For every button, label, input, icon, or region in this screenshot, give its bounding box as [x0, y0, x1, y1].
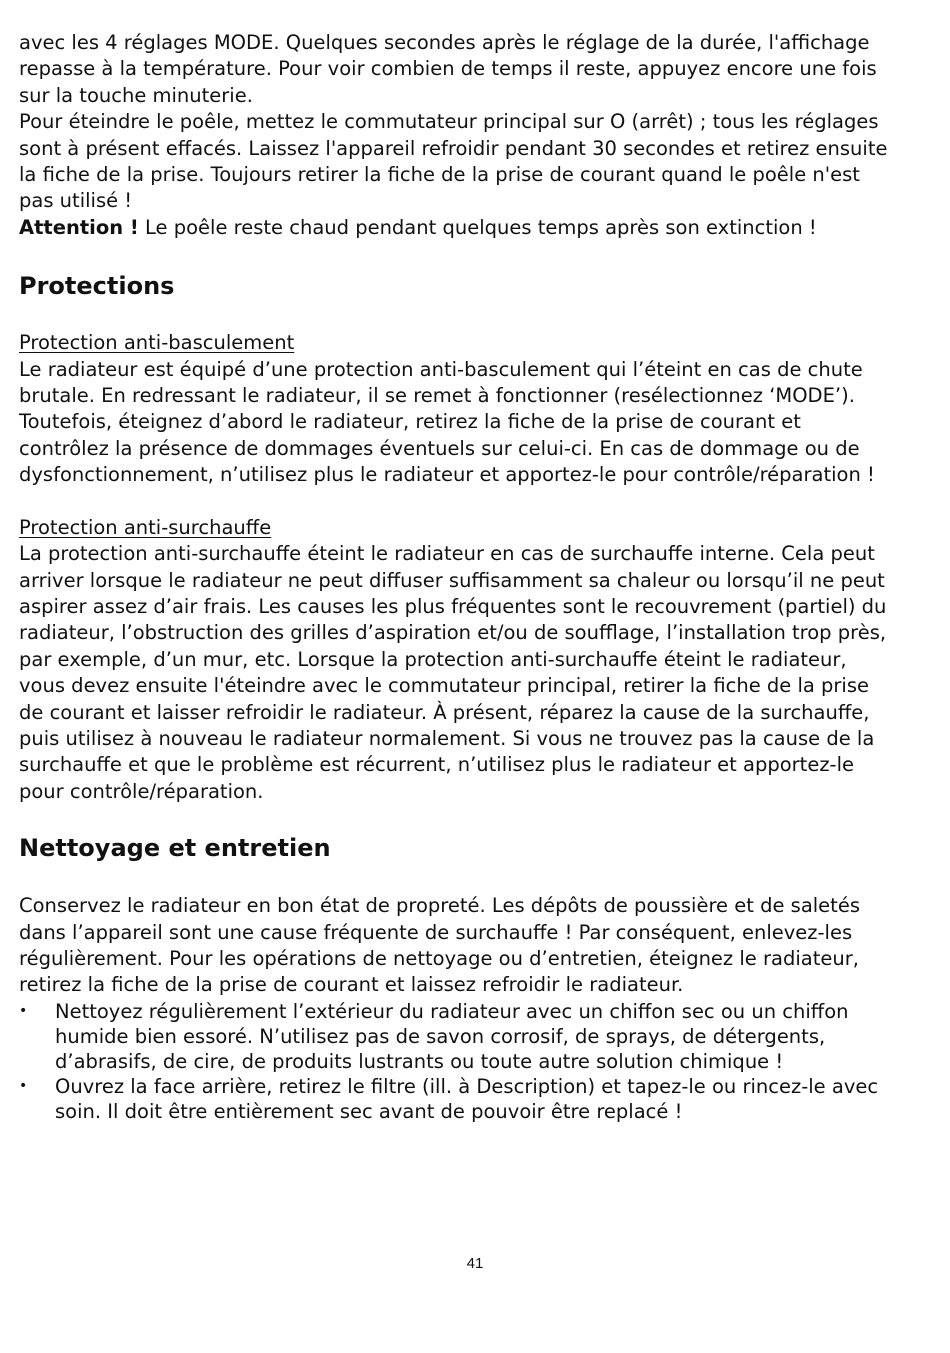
tilt-protection-text: Le radiateur est équipé d’une protection anti-basculement qui l’éteint en cas de chute brutale. En redressant le radiateur, il se remet à fonctionner (resélectionnez ‘MODE’). Toutefois, éteignez d’abord le radiateur, retirez la fiche de la prise de courant et contrôlez la présence de dommages éventuels sur celui-ci. En cas de dommage ou de dysfonctionnement, n’utilisez plus le radiateur et apportez-le pour contrôle/réparation !	[19, 357, 875, 487]
attention-paragraph	[19, 215, 891, 241]
attention-label: Attention !	[19, 215, 139, 239]
bullet-icon: •	[19, 1077, 28, 1094]
section-heading-protections: Protections	[19, 272, 175, 301]
list-item	[19, 1074, 891, 1124]
document-page	[19, 30, 891, 1124]
cleaning-bullet-list	[19, 999, 891, 1124]
subheading-tilt-protection: Protection anti-basculement	[19, 331, 295, 355]
attention-text: Le poêle reste chaud pendant quelques temps après son extinction !	[138, 215, 817, 239]
list-item	[19, 999, 891, 1074]
list-item-text: Nettoyez régulièrement l’extérieur du radiateur avec un chiffon sec ou un chiffon humide bien essoré. N’utilisez pas de savon corrosif, de sprays, de détergents, d’abrasifs, de cire, de produits lustrants ou toute autre solution chimique !	[55, 999, 849, 1073]
intro-paragraph-shutdown: Pour éteindre le poêle, mettez le commutateur principal sur O (arrêt) ; tous les réglages sont à présent effacés. Laissez l'appareil refroidir pendant 30 secondes et retirez ensuite la fiche de la prise. Toujours retirer la fiche de la prise de courant quand le poêle n'est pas utilisé !	[19, 110, 888, 213]
cleaning-text: Conservez le radiateur en bon état de propreté. Les dépôts de poussière et de saletés dans l’appareil sont une cause fréquente de surchauffe ! Par conséquent, enlevez-les régulièrement. Pour les opérations de nettoyage ou d’entretien, éteignez le radiateur, retirez la fiche de la prise de courant et laissez refroidir le radiateur.	[19, 894, 860, 997]
intro-paragraph-timer: avec les 4 réglages MODE. Quelques secondes après le réglage de la durée, l'affichage repasse à la température. Pour voir combien de temps il reste, appuyez encore une fois sur la touche minuterie.	[19, 31, 877, 107]
page-number: 41	[466, 1255, 484, 1272]
list-item-text: Ouvrez la face arrière, retirez le filtre (ill. à Description) et tapez-le ou rincez-le avec soin. Il doit être entièrement sec avant de pouvoir être replacé !	[55, 1074, 879, 1123]
overheat-protection-text: La protection anti-surchauffe éteint le radiateur en cas de surchauffe interne. Cela peut arriver lorsque le radiateur ne peut diffuser suffisamment sa chaleur ou lorsqu’il ne peut aspirer assez d’air frais. Les causes les plus fréquentes sont le recouvrement (partiel) du radiateur, l’obstruction des grilles d’aspiration et/ou de soufflage, l’installation trop près, par exemple, d’un mur, etc. Lorsque la protection anti-surchauffe éteint le radiateur, vous devez ensuite l'éteindre avec le commutateur principal, retirer la fiche de la prise de courant et laisser refroidir le radiateur. À présent, réparez la cause de la surchauffe, puis utilisez à nouveau le radiateur normalement. Si vous ne trouvez pas la cause de la surchauffe et que le problème est récurrent, n’utilisez plus le radiateur et apportez-le pour contrôle/réparation.	[19, 542, 887, 803]
bullet-icon: •	[19, 1002, 28, 1019]
subheading-overheat-protection: Protection anti-surchauffe	[19, 515, 272, 539]
section-heading-cleaning: Nettoyage et entretien	[19, 834, 331, 863]
